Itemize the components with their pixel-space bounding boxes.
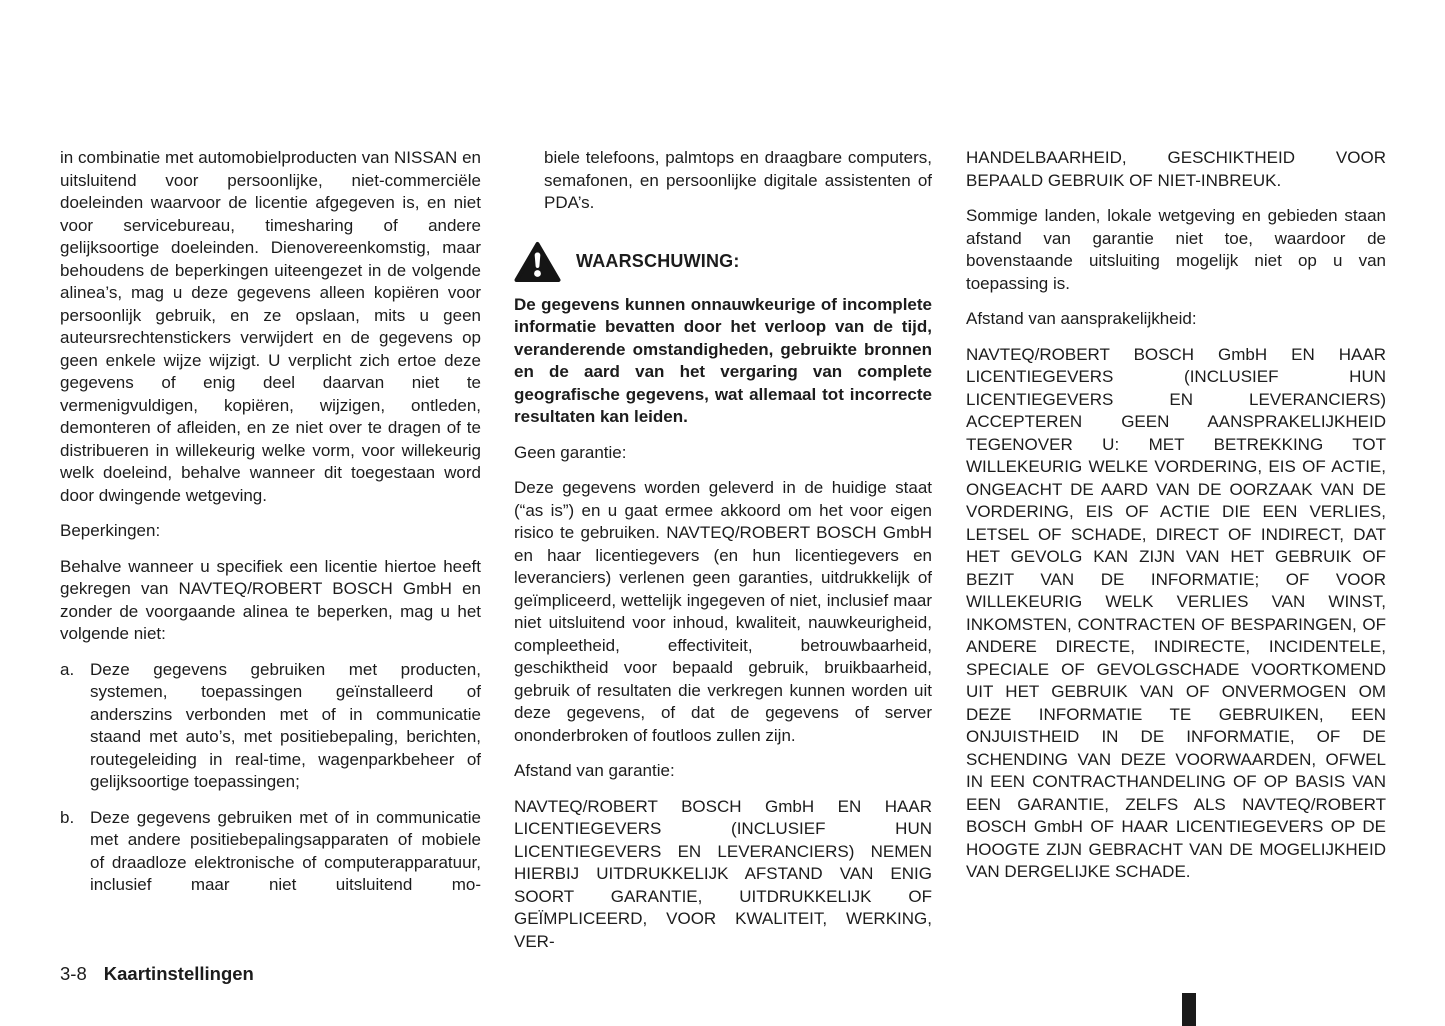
page-footer bbox=[60, 962, 254, 986]
liability-disclaimer-paragraph: NAVTEQ/ROBERT BOSCH GmbH EN HAAR LICENTIEGEVERS (INCLUSIEF HUN LICENTIEGEVERS EN LEVERANCIERS) ACCEPTEREN GEEN AANSPRAKELIJKHEID TEGENOVER U: MET BETREKKING TOT WILLEKEURIG WELKE VORDERING, EIS OF ACTIE, ONGEACHT DE AARD VAN DE OORZAAK VAN DE VORDERING, EIS OF ACTIE DIE EEN VERLIES, LETSEL OF SCHADE, DIRECT OF INDIRECT, DAT HET GEVOLG KAN ZIJN VAN HET GEBRUIK OF BEZIT VAN DE INFORMATIE; OF VOOR WILLEKEURIG WELK VERLIES VAN WINST, INKOMSTEN, CONTRACTEN OF BESPARINGEN, OF ANDERE DIRECTE, INDIRECTE, INCIDENTELE, SPECIALE OF GEVOLGSCHADE VOORTKOMEND UIT HET GEBRUIK VAN OF ONVERMOGEN OM DEZE INFORMATIE TE GEBRUIKEN, EEN ONJUISTHEID IN DE INFORMATIE, OF DE SCHENDING VAN DEZE VOORWAARDEN, OFWEL IN EEN CONTRACTHANDELING OF OP BASIS VAN EEN GARANTIE, ZELFS ALS NAVTEQ/ROBERT BOSCH GmbH OF HAAR LICENTIEGEVERS OP DE HOOGTE ZIJN GEBRACHT VAN DE MOGELIJKHEID VAN DERGELIJKE SCHADE. bbox=[966, 344, 1386, 881]
warranty-disclaimer-continuation: HANDELBAARHEID, GESCHIKTHEID VOOR BEPAALD GEBRUIK OF NIET-INBREUK. bbox=[966, 148, 1386, 190]
print-registration-mark bbox=[1182, 993, 1196, 1026]
list-item-a bbox=[60, 659, 481, 794]
warning-title: WAARSCHUWING: bbox=[576, 251, 740, 272]
list-item-b-continuation: biele telefoons, palmtops en draagbare computers, semafonen, en persoonlijke digitale assistenten of PDA’s. bbox=[544, 148, 932, 212]
no-warranty-heading: Geen garantie: bbox=[514, 442, 627, 462]
restrictions-intro-paragraph: Behalve wanneer u specifiek een licentie hiertoe heeft gekregen van NAVTEQ/ROBERT BOSCH GmbH en zonder de voorgaande alinea te beperken, mag u het volgende niet: bbox=[60, 556, 481, 643]
warranty-disclaimer-heading: Afstand van garantie: bbox=[514, 761, 675, 780]
list-item-b-text: Deze gegevens gebruiken met of in communicatie met andere positiebepalingsapparaten of mobiele of draadloze elektronische of computerapparatuur, inclusief maar niet uitsluitend mo- bbox=[90, 807, 481, 894]
column-middle bbox=[514, 147, 932, 966]
column-right bbox=[966, 147, 1386, 897]
restrictions-heading: Beperkingen: bbox=[60, 521, 161, 540]
list-item-a-label: a. bbox=[60, 659, 75, 679]
warning-triangle-icon bbox=[514, 241, 561, 283]
local-law-paragraph: Sommige landen, lokale wetgeving en gebieden staan afstand van garantie niet toe, waardoor de bovenstaande uitsluiting mogelijk niet op u van toepassing is. bbox=[966, 206, 1386, 293]
list-item-b bbox=[60, 807, 481, 897]
no-warranty-paragraph: Deze gegevens worden geleverd in de huidige staat (“as is”) en u gaat ermee akkoord om het voor eigen risico te gebruiken. NAVTEQ/ROBERT BOSCH GmbH en haar licentiegevers (en hun licentiegevers en leveranciers) verlenen geen garanties, uitdrukkelijk of geïmpliceerd, wettelijk ingegeven of niet, inclusief maar niet uitsluitend voor inhoud, kwaliteit, nauwkeurigheid, compleetheid, effectiviteit, betrouwbaarheid, geschiktheid voor bepaald gebruik, bruikbaarheid, gebruik of resultaten die verkregen kunnen worden uit deze gegevens, of dat de gegevens of server ononderbroken of foutloos zullen zijn. bbox=[514, 478, 932, 745]
license-terms-paragraph: in combinatie met automobielproducten van NISSAN en uitsluitend voor persoonlijke, niet-commerciële doeleinden waarvoor de licentie afgegeven is, en niet voor servicebureau, timesharing of andere gelijksoortige doeleinden. Dienovereenkomstig, maar behoudens de beperkingen uiteengezet in de volgende alinea’s, mag u deze gegevens alleen kopiëren voor persoonlijk gebruik, en ze opslaan, mits u geen auteursrechtenstickers verwijdert en de gegevens op geen enkele wijze wijzigt. U verplicht zich ertoe deze gegevens of enig deel daarvan niet te vermenigvuldigen, kopiëren, wijzigen, ontleden, demonteren of afleiden, en ze niet over te dragen of te distribueren in willekeurig welke vorm, voor willekeurig welk doeleind, behalve wanneer dit toegestaan word door dwingende wetgeving. bbox=[60, 148, 481, 505]
liability-disclaimer-heading: Afstand van aansprakelijkheid: bbox=[966, 309, 1197, 328]
warning-header bbox=[514, 241, 932, 283]
list-item-b-label: b. bbox=[60, 807, 75, 827]
list-item-a-text: Deze gegevens gebruiken met producten, systemen, toepassingen geïnstalleerd of anderszins verbonden met of in communicatie staand met auto’s, met positiebepaling, berichten, routegeleiding in real-time, wagenparkbeheer of gelijksoortige toepassingen; bbox=[90, 659, 481, 791]
column-left bbox=[60, 147, 481, 910]
page-number: 3-8 bbox=[60, 963, 87, 984]
footer-section-title: Kaartinstellingen bbox=[103, 963, 254, 984]
warranty-disclaimer-paragraph: NAVTEQ/ROBERT BOSCH GmbH EN HAAR LICENTIEGEVERS (INCLUSIEF HUN LICENTIEGEVERS EN LEVERANCIERS) NEMEN HIERBIJ UITDRUKKELIJK AFSTAND VAN ENIG SOORT GARANTIE, UITDRUKKELIJK OF GEÏMPLICEERD, VOOR KWALITEIT, WERKING, VER- bbox=[514, 796, 932, 951]
warning-text: De gegevens kunnen onnauwkeurige of incomplete informatie bevatten door het verloop van de tijd, veranderende omstandigheden, gebruikte bronnen en de aard van het vergaring van complete geografische gegevens, wat allemaal tot incorrecte resultaten kan leiden. bbox=[514, 294, 932, 426]
